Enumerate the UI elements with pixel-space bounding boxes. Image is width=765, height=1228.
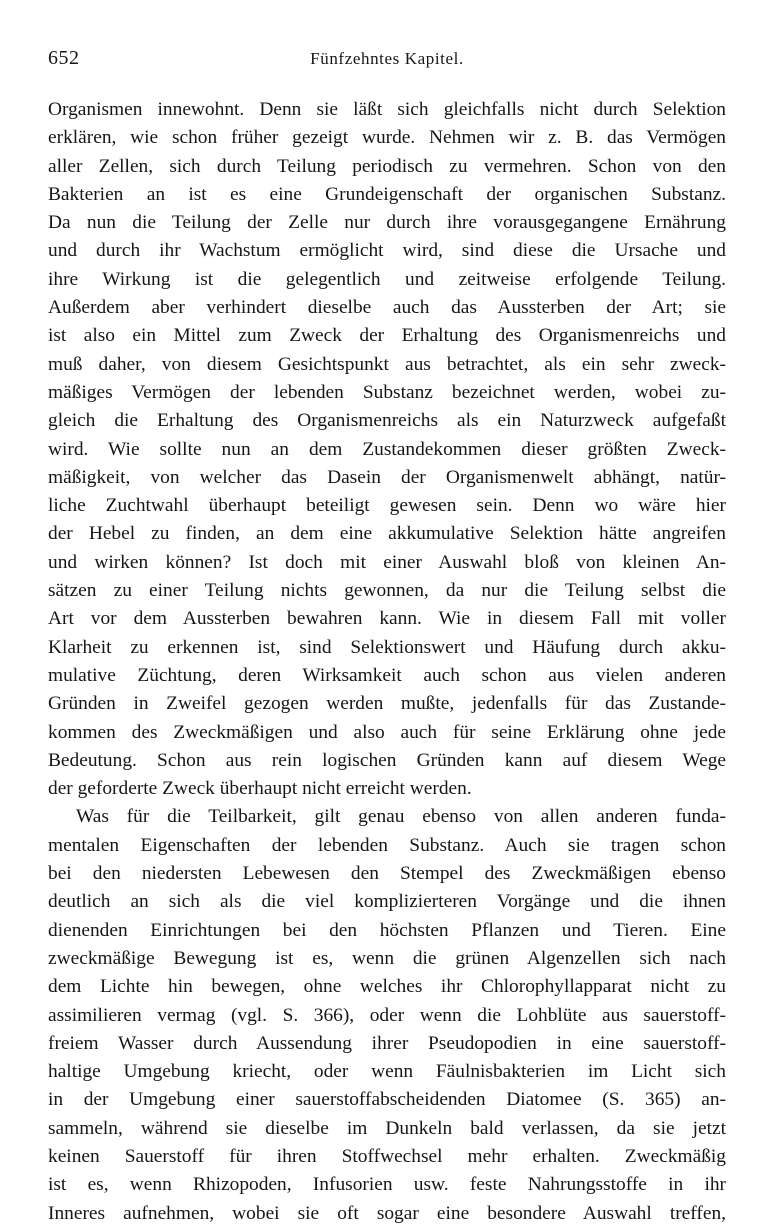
- text-line: sammeln, während sie dieselbe im Dunkeln bald verlassen, da sie jetzt: [48, 1117, 726, 1139]
- body-text: [48, 96, 726, 1228]
- text-line: erklären, wie schon früher gezeigt wurde. Nehmen wir z. B. das Vermögen: [48, 127, 726, 149]
- text-line: ist also ein Mittel zum Zweck der Erhaltung des Organismenreichs und: [48, 325, 726, 347]
- paragraph-end-line: der geforderte Zweck überhaupt nicht erreicht werden.: [48, 778, 472, 800]
- text-line: Bedeutung. Schon aus rein logischen Gründen kann auf diesem Wege: [48, 749, 726, 771]
- text-line: mulative Züchtung, deren Wirksamkeit auch schon aus vielen anderen: [48, 664, 726, 686]
- paragraph-first-line: Was für die Teilbarkeit, gilt genau ebenso von allen anderen funda-: [76, 806, 726, 828]
- text-line: assimilieren vermag (vgl. S. 366), oder wenn die Lohblüte aus sauerstoff-: [48, 1004, 726, 1026]
- text-line: muß daher, von diesem Gesichtspunkt aus betrachtet, als ein sehr zweck-: [48, 353, 726, 375]
- text-line: der Hebel zu finden, an dem eine akkumulative Selektion hätte angreifen: [48, 523, 726, 545]
- text-line: haltige Umgebung kriecht, oder wenn Fäulnisbakterien im Licht sich: [48, 1061, 726, 1083]
- text-line: Außerdem aber verhindert dieselbe auch das Aussterben der Art; sie: [48, 297, 726, 319]
- text-line: ihre Wirkung ist die gelegentlich und zeitweise erfolgende Teilung.: [48, 268, 726, 290]
- text-line: Bakterien an ist es eine Grundeigenschaft der organischen Substanz.: [48, 183, 726, 205]
- text-line: Gründen in Zweifel gezogen werden mußte, jedenfalls für das Zustande-: [48, 693, 726, 715]
- text-line: liche Zuchtwahl überhaupt beteiligt gewesen sein. Denn wo wäre hier: [48, 495, 726, 517]
- text-line: Da nun die Teilung der Zelle nur durch ihre vorausgegangene Ernährung: [48, 212, 726, 234]
- text-line: aller Zellen, sich durch Teilung periodisch zu vermehren. Schon von den: [48, 155, 726, 177]
- text-line: dienenden Einrichtungen bei den höchsten Pflanzen und Tieren. Eine: [48, 919, 726, 941]
- text-line: wird. Wie sollte nun an dem Zustandekommen dieser größten Zweck-: [48, 438, 726, 460]
- text-line: zweckmäßige Bewegung ist es, wenn die grünen Algenzellen sich nach: [48, 947, 726, 969]
- running-head: [48, 47, 726, 77]
- text-line: Klarheit zu erkennen ist, sind Selektionswert und Häufung durch akku-: [48, 636, 726, 658]
- text-line: gleich die Erhaltung des Organismenreichs als ein Naturzweck aufgefaßt: [48, 410, 726, 432]
- text-line: mentalen Eigenschaften der lebenden Substanz. Auch sie tragen schon: [48, 834, 726, 856]
- text-line: keinen Sauerstoff für ihren Stoffwechsel mehr erhalten. Zweckmäßig: [48, 1145, 726, 1167]
- text-line: und wirken können? Ist doch mit einer Auswahl bloß von kleinen An-: [48, 551, 726, 573]
- text-line: Organismen innewohnt. Denn sie läßt sich gleichfalls nicht durch Selektion: [48, 99, 726, 120]
- text-line: deutlich an sich als die viel komplizierteren Vorgänge und die ihnen: [48, 891, 726, 913]
- text-line: kommen des Zweckmäßigen und also auch für seine Erklärung ohne jede: [48, 721, 726, 743]
- text-line: Inneres aufnehmen, wobei sie oft sogar eine besondere Auswahl treffen,: [48, 1202, 726, 1224]
- page-number: 652: [48, 47, 80, 69]
- text-line: ist es, wenn Rhizopoden, Infusorien usw. feste Nahrungsstoffe in ihr: [48, 1174, 726, 1196]
- text-line: sätzen zu einer Teilung nichts gewonnen, da nur die Teilung selbst die: [48, 580, 726, 602]
- text-line: mäßiges Vermögen der lebenden Substanz bezeichnet werden, wobei zu-: [48, 381, 726, 403]
- chapter-title: Fünfzehntes Kapitel.: [310, 49, 464, 68]
- text-line: mäßigkeit, von welcher das Dasein der Organismenwelt abhängt, natür-: [48, 466, 726, 488]
- text-line: und durch ihr Wachstum ermöglicht wird, sind diese die Ursache und: [48, 240, 726, 262]
- text-line: in der Umgebung einer sauerstoffabscheidenden Diatomee (S. 365) an-: [48, 1089, 726, 1111]
- text-line: freiem Wasser durch Aussendung ihrer Pseudopodien in eine sauerstoff-: [48, 1032, 726, 1054]
- text-line: dem Lichte hin bewegen, ohne welches ihr Chlorophyllapparat nicht zu: [48, 976, 726, 998]
- text-line: bei den niedersten Lebewesen den Stempel des Zweckmäßigen ebenso: [48, 863, 726, 885]
- text-line: Art vor dem Aussterben bewahren kann. Wie in diesem Fall mit voller: [48, 608, 726, 630]
